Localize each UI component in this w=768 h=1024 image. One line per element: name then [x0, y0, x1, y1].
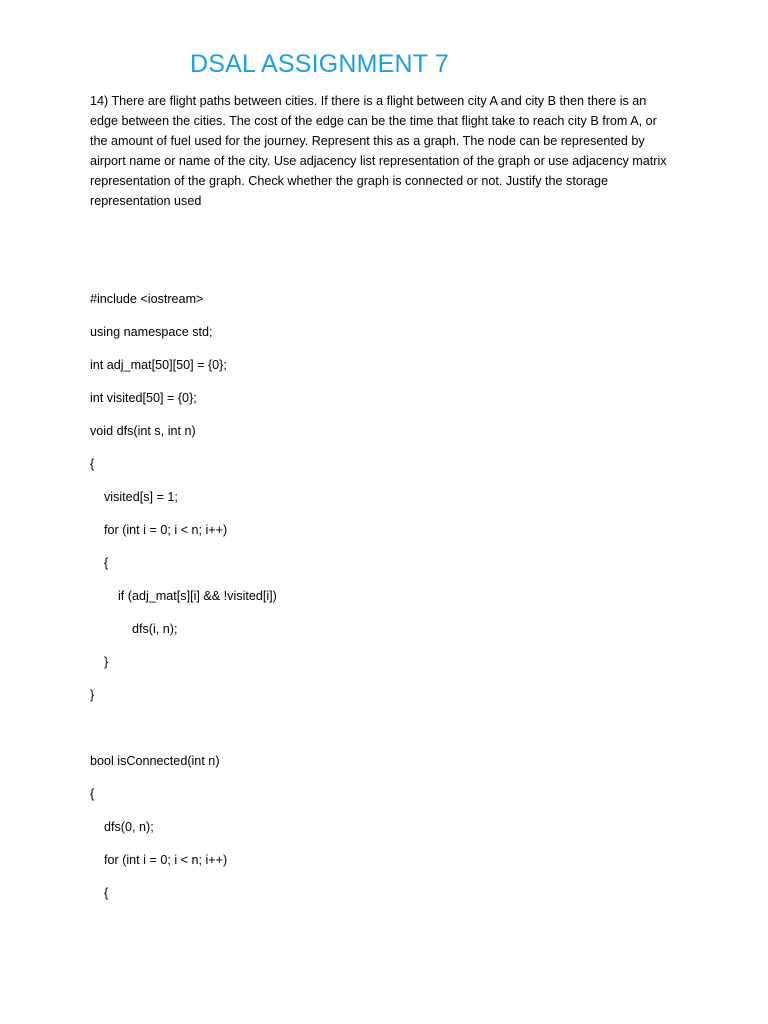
question-line: representation of the graph. Check whether the graph is connected or not. Justify the storage [90, 174, 609, 189]
code-line: for (int i = 0; i < n; i++) [90, 853, 228, 867]
code-line: visited[s] = 1; [90, 490, 178, 504]
code-line: { [90, 556, 109, 570]
question-line: the amount of fuel used for the journey. Represent this as a graph. The node can be represented by [90, 134, 645, 149]
code-line: using namespace std; [90, 325, 213, 339]
code-line: { [90, 787, 95, 801]
code-line: bool isConnected(int n) [90, 754, 220, 768]
code-line: dfs(0, n); [90, 820, 154, 834]
question-paragraph [90, 91, 690, 212]
code-line: dfs(i, n); [90, 622, 178, 636]
code-line: } [90, 688, 95, 702]
code-line: #include <iostream> [90, 292, 204, 306]
question-line: 14) There are flight paths between cities. If there is a flight between city A and city B then there is an [90, 94, 647, 108]
code-line: { [90, 886, 109, 900]
code-line: void dfs(int s, int n) [90, 424, 196, 438]
code-line: for (int i = 0; i < n; i++) [90, 523, 228, 537]
code-line: int adj_mat[50][50] = {0}; [90, 358, 227, 372]
question-line: airport name or name of the city. Use adjacency list representation of the graph or use adjacency matrix [90, 154, 667, 169]
code-line: if (adj_mat[s][i] && !visited[i]) [90, 589, 277, 603]
question-line: edge between the cities. The cost of the edge can be the time that flight take to reach city B from A, or [90, 114, 657, 129]
code-line: } [90, 655, 109, 669]
document-title: DSAL ASSIGNMENT 7 [190, 50, 450, 78]
code-line: int visited[50] = {0}; [90, 391, 197, 405]
question-line: representation used [90, 194, 202, 209]
code-line: { [90, 457, 95, 471]
